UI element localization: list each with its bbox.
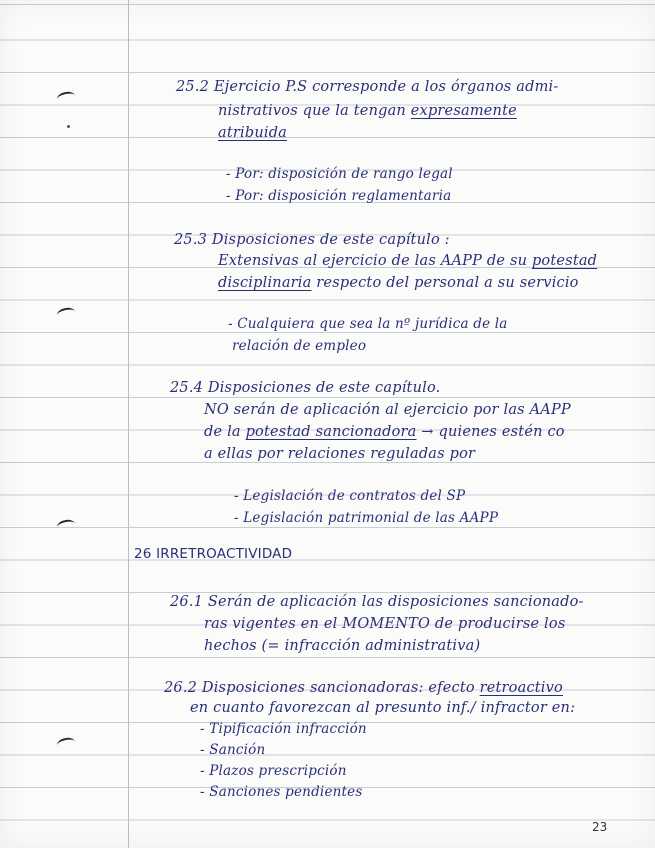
s25-4-line-4: a ellas por relaciones reguladas por — [204, 446, 476, 462]
s25-3-line-2: Extensivas al ejercicio de las AAPP de su potestad — [218, 253, 598, 269]
s25-3-line-3: disciplinaria respecto del personal a su servicio — [218, 275, 579, 291]
s25-2-line-1: 25.2 Ejercicio P.S corresponde a los órganos admi- — [176, 79, 559, 95]
punch-hole-icon — [56, 736, 76, 751]
s25-2-bullet-2: - Por: disposición reglamentaria — [226, 188, 452, 204]
s26-2-bullet-1: - Tipificación infracción — [200, 721, 367, 737]
s26-1-line-3: hechos (= infracción administrativa) — [204, 638, 481, 654]
s25-2-line-2: nistrativos que la tengan expresamente — [218, 103, 517, 119]
s26-2-line-2: en cuanto favorezcan al presunto inf./ infractor en: — [190, 700, 576, 716]
margin-line — [128, 0, 129, 848]
s26-1-line-1: 26.1 Serán de aplicación las disposiciones sancionado- — [170, 594, 584, 610]
s25-2-line-3: atribuida — [218, 125, 288, 141]
punch-hole-icon — [56, 306, 76, 321]
s25-4-line-2: NO serán de aplicación al ejercicio por las AAPP — [204, 402, 571, 418]
punch-hole-icon — [56, 518, 76, 533]
s25-2-bullet-1: - Por: disposición de rango legal — [226, 166, 453, 182]
s25-3-line-1: 25.3 Disposiciones de este capítulo : — [174, 232, 450, 248]
s25-3-bullet-2: relación de empleo — [232, 338, 367, 354]
s25-4-bullet-1: - Legislación de contratos del SP — [234, 488, 466, 504]
page-number: 23 — [592, 820, 608, 834]
s26-1-line-2: ras vigentes en el MOMENTO de producirse los — [204, 616, 566, 632]
s25-4-line-1: 25.4 Disposiciones de este capítulo. — [170, 380, 441, 396]
s26-2-bullet-2: - Sanción — [200, 742, 266, 758]
s25-3-bullet-1: - Cualquiera que sea la nº jurídica de la — [228, 316, 508, 332]
s26-2-bullet-4: - Sanciones pendientes — [200, 784, 363, 800]
section-26-heading: 26 IRRETROACTIVIDAD — [134, 546, 293, 562]
s26-2-line-1: 26.2 Disposiciones sancionadoras: efecto retroactivo — [164, 680, 563, 696]
ink-dot — [67, 125, 70, 128]
punch-hole-icon — [56, 90, 76, 105]
s25-4-line-3: de la potestad sancionadora → quienes estén co — [204, 424, 565, 440]
s26-2-bullet-3: - Plazos prescripción — [200, 763, 347, 779]
s25-4-bullet-2: - Legislación patrimonial de las AAPP — [234, 510, 499, 526]
